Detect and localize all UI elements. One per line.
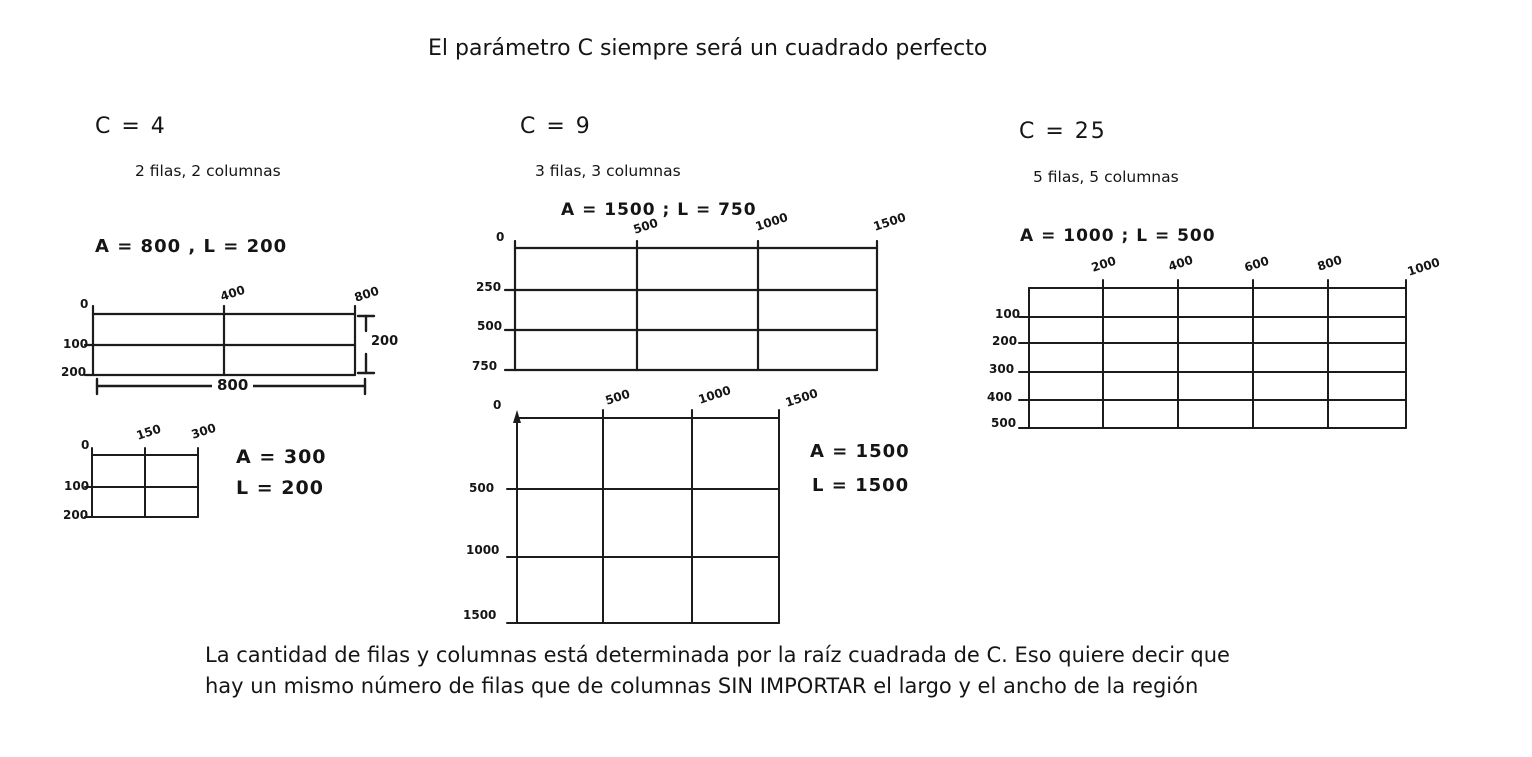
c9-square-left-tick-0: 500	[469, 481, 495, 495]
c25-left-tick-0: 100	[995, 307, 1021, 321]
c4-heading: C = 4	[95, 114, 167, 139]
c25-subheading: 5 filas, 5 columnas	[1033, 168, 1179, 186]
page-title: El parámetro C siempre será un cuadrado perfecto	[428, 36, 988, 61]
c25-top-tick-2: 600	[1242, 253, 1271, 275]
c25-top-tick-1: 400	[1166, 252, 1195, 274]
c4-small-grid-lines	[85, 448, 198, 517]
c25-left-tick-3: 400	[987, 390, 1013, 404]
c4-main-top-tick-0: 0	[80, 297, 89, 311]
c9-main-top-tick-1: 500	[631, 215, 660, 237]
c25-top-tick-4: 1000	[1405, 255, 1442, 279]
c9-square-top-tick-0: 0	[493, 398, 502, 412]
c9-heading: C = 9	[520, 114, 592, 139]
c4-small-top-tick-0: 0	[81, 438, 90, 452]
c9-square-area-label: A = 1500	[810, 441, 910, 462]
c9-square-left-tick-1: 1000	[466, 543, 500, 557]
footer-note-line2: hay un mismo número de filas que de columnas SIN IMPORTAR el largo y el ancho de la región	[205, 674, 1199, 698]
c9-main-top-tick-2: 1000	[753, 210, 790, 234]
c25-top-tick-3: 800	[1315, 252, 1344, 274]
c25-top-tick-0: 200	[1089, 253, 1118, 275]
c9-square-top-tick-3: 1500	[783, 386, 820, 410]
c4-subheading: 2 filas, 2 columnas	[135, 162, 281, 180]
c9-main-left-tick-2: 750	[472, 359, 498, 373]
c4-main-top-tick-1: 400	[218, 282, 247, 304]
c25-grid-lines	[1019, 280, 1406, 428]
c4-small-left-tick-0: 100	[64, 479, 90, 493]
c4-small-area-label: A = 300	[236, 446, 327, 468]
c4-small-top-tick-1: 150	[134, 421, 163, 443]
c4-main-left-tick-1: 200	[61, 365, 87, 379]
c9-main-left-tick-0: 250	[476, 280, 502, 294]
c9-main-top-tick-3: 1500	[871, 210, 908, 234]
footer-note-line1: La cantidad de filas y columnas está determinada por la raíz cuadrada de C. Eso quiere decir que	[205, 643, 1230, 667]
c9-square-grid-lines	[507, 410, 779, 623]
c9-main-left-tick-1: 500	[477, 319, 503, 333]
c9-params: A = 1500 ; L = 750	[561, 200, 757, 220]
c4-params: A = 800 , L = 200	[95, 236, 288, 257]
c9-square-length-label: L = 1500	[812, 475, 910, 496]
c9-subheading: 3 filas, 3 columnas	[535, 162, 681, 180]
c4-small-length-label: L = 200	[236, 477, 324, 499]
c9-main-top-tick-0: 0	[496, 230, 505, 244]
c25-left-tick-1: 200	[992, 334, 1018, 348]
c25-left-tick-4: 500	[991, 416, 1017, 430]
c9-main-grid-lines	[505, 241, 877, 370]
c4-small-left-tick-1: 200	[63, 508, 89, 522]
c4-main-left-tick-0: 100	[63, 337, 89, 351]
c4-main-top-tick-2: 800	[352, 283, 381, 305]
c25-params: A = 1000 ; L = 500	[1020, 226, 1216, 246]
c4-small-top-tick-2: 300	[189, 420, 218, 442]
c9-square-left-tick-2: 1500	[463, 608, 497, 622]
c25-heading: C = 25	[1019, 119, 1107, 144]
c4-width-dim-label: 800	[212, 377, 253, 394]
c4-height-dim-label: 200	[371, 334, 399, 349]
c9-square-top-tick-1: 500	[603, 386, 632, 408]
c25-left-tick-2: 300	[989, 362, 1015, 376]
c9-square-top-tick-2: 1000	[696, 383, 733, 407]
c4-main-grid-lines	[85, 306, 355, 375]
